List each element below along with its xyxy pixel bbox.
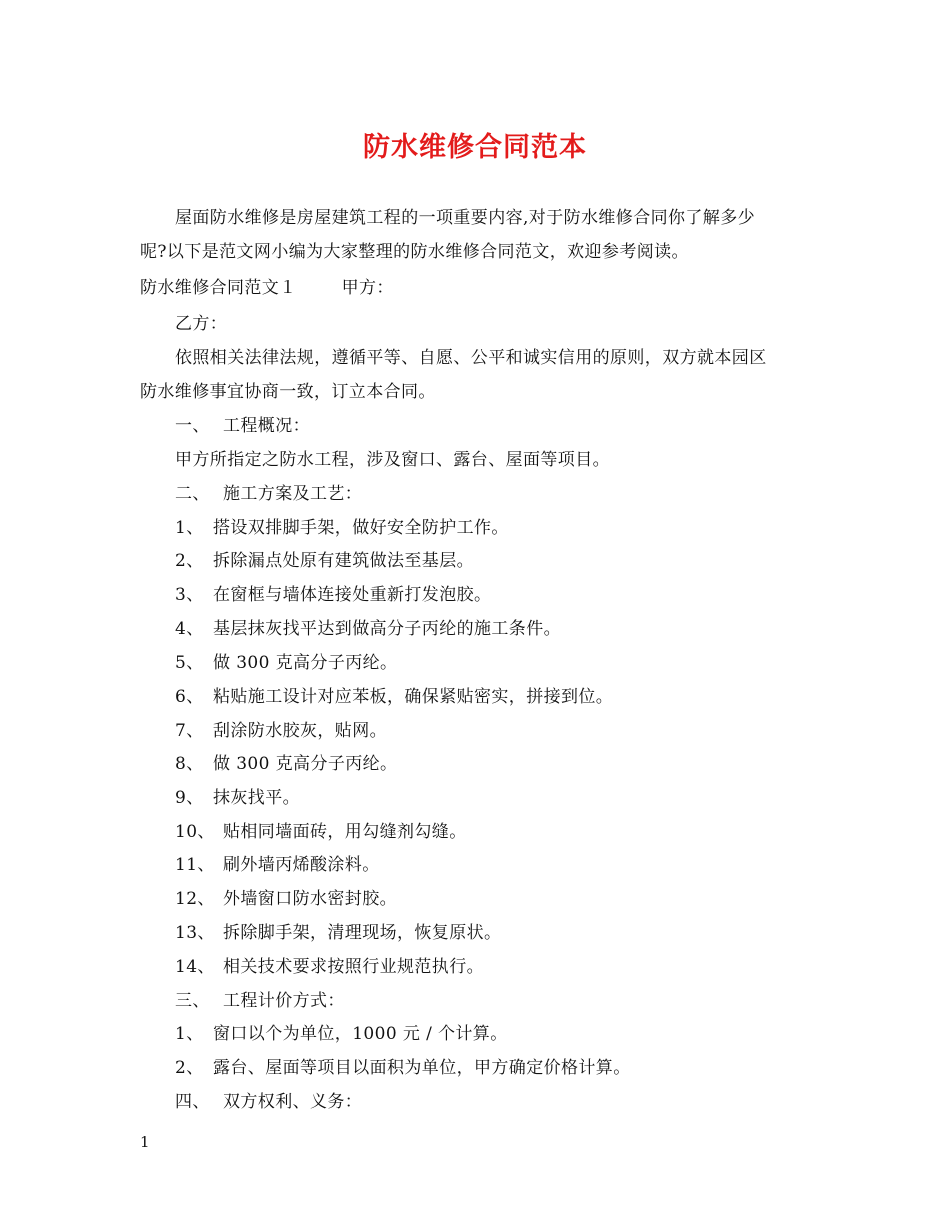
party-b-label: 乙方： xyxy=(175,314,228,334)
document-title: 防水维修合同范本 xyxy=(363,132,587,163)
list-item-number: 8、 xyxy=(175,754,204,774)
list-item-text: 做 300 克高分子丙纶。 xyxy=(213,653,398,673)
list-item-number: 7、 xyxy=(175,721,204,741)
section-heading-3 xyxy=(175,989,345,1013)
list-item-number: 9、 xyxy=(175,788,204,808)
sample-heading: 防水维修合同范文１ xyxy=(140,278,297,298)
list-item-text: 窗口以个为单位，1000 元 / 个计算。 xyxy=(213,1024,508,1044)
list-item-text: 相关技术要求按照行业规范执行。 xyxy=(223,957,484,977)
list-item-text: 在窗框与墙体连接处重新打发泡胶。 xyxy=(213,585,492,605)
preamble-line-2: 防水维修事宜协商一致，订立本合同。 xyxy=(140,382,436,402)
list-item-text: 贴相同墙面砖，用勾缝剂勾缝。 xyxy=(223,822,467,842)
section-1-content: 甲方所指定之防水工程，涉及窗口、露台、屋面等项目。 xyxy=(175,450,610,470)
party-a-label: 甲方： xyxy=(341,278,394,298)
list-item-text: 做 300 克高分子丙纶。 xyxy=(213,754,398,774)
list-item xyxy=(175,1022,508,1046)
list-item-number: 11、 xyxy=(175,855,215,875)
list-item xyxy=(175,752,397,776)
list-item-number: 6、 xyxy=(175,687,204,707)
section-title: 工程计价方式： xyxy=(223,991,345,1011)
list-item-text: 基层抹灰找平达到做高分子丙纶的施工条件。 xyxy=(213,619,561,639)
list-item-number: 5、 xyxy=(175,653,204,673)
list-item xyxy=(175,617,561,641)
list-item-text: 拆除脚手架，清理现场，恢复原状。 xyxy=(223,923,502,943)
list-item-text: 抹灰找平。 xyxy=(213,788,300,808)
list-item xyxy=(175,651,397,675)
list-item-number: 3、 xyxy=(175,585,204,605)
list-item xyxy=(175,516,509,540)
list-item xyxy=(175,549,474,573)
list-item-number: 2、 xyxy=(175,551,204,571)
intro-line-2: 呢?以下是范文网小编为大家整理的防水维修合同范文，欢迎参考阅读。 xyxy=(140,242,689,262)
list-item xyxy=(175,820,467,844)
list-item xyxy=(175,887,397,911)
section-title: 双方权利、义务： xyxy=(223,1092,363,1112)
list-item-text: 刷外墙丙烯酸涂料。 xyxy=(223,855,380,875)
section-number: 二、 xyxy=(175,484,210,504)
preamble-line-1: 依照相关法律法规，遵循平等、自愿、公平和诚实信用的原则，双方就本园区 xyxy=(175,348,767,368)
list-item xyxy=(175,786,300,810)
list-item-number: 12、 xyxy=(175,889,215,909)
sample-heading-row xyxy=(140,276,394,300)
section-number: 四、 xyxy=(175,1092,210,1112)
list-item xyxy=(175,583,491,607)
section-title: 施工方案及工艺： xyxy=(223,484,363,504)
page-number: 1 xyxy=(140,1133,150,1151)
section-number: 三、 xyxy=(175,991,210,1011)
list-item xyxy=(175,853,380,877)
list-item-number: 13、 xyxy=(175,923,215,943)
list-item xyxy=(175,921,501,945)
list-item-text: 搭设双排脚手架，做好安全防护工作。 xyxy=(213,518,509,538)
list-item xyxy=(175,1056,631,1080)
list-item-text: 拆除漏点处原有建筑做法至基层。 xyxy=(213,551,474,571)
list-item-text: 粘贴施工设计对应苯板，确保紧贴密实，拼接到位。 xyxy=(213,687,614,707)
list-item-number: 1、 xyxy=(175,518,204,538)
list-item-number: 2、 xyxy=(175,1058,204,1078)
list-item xyxy=(175,955,484,979)
list-item-number: 14、 xyxy=(175,957,215,977)
list-item-number: 10、 xyxy=(175,822,215,842)
list-item-text: 刮涂防水胶灰，贴网。 xyxy=(213,721,387,741)
list-item-text: 外墙窗口防水密封胶。 xyxy=(223,889,397,909)
list-item-number: 4、 xyxy=(175,619,204,639)
section-heading-1 xyxy=(175,414,310,438)
list-item-number: 1、 xyxy=(175,1024,204,1044)
section-heading-4 xyxy=(175,1090,362,1114)
section-heading-2 xyxy=(175,482,362,506)
section-number: 一、 xyxy=(175,416,210,436)
intro-line-1: 屋面防水维修是房屋建筑工程的一项重要内容,对于防水维修合同你了解多少 xyxy=(175,208,756,228)
list-item xyxy=(175,719,387,743)
list-item-text: 露台、屋面等项目以面积为单位，甲方确定价格计算。 xyxy=(213,1058,631,1078)
section-title: 工程概况： xyxy=(223,416,310,436)
list-item xyxy=(175,685,613,709)
